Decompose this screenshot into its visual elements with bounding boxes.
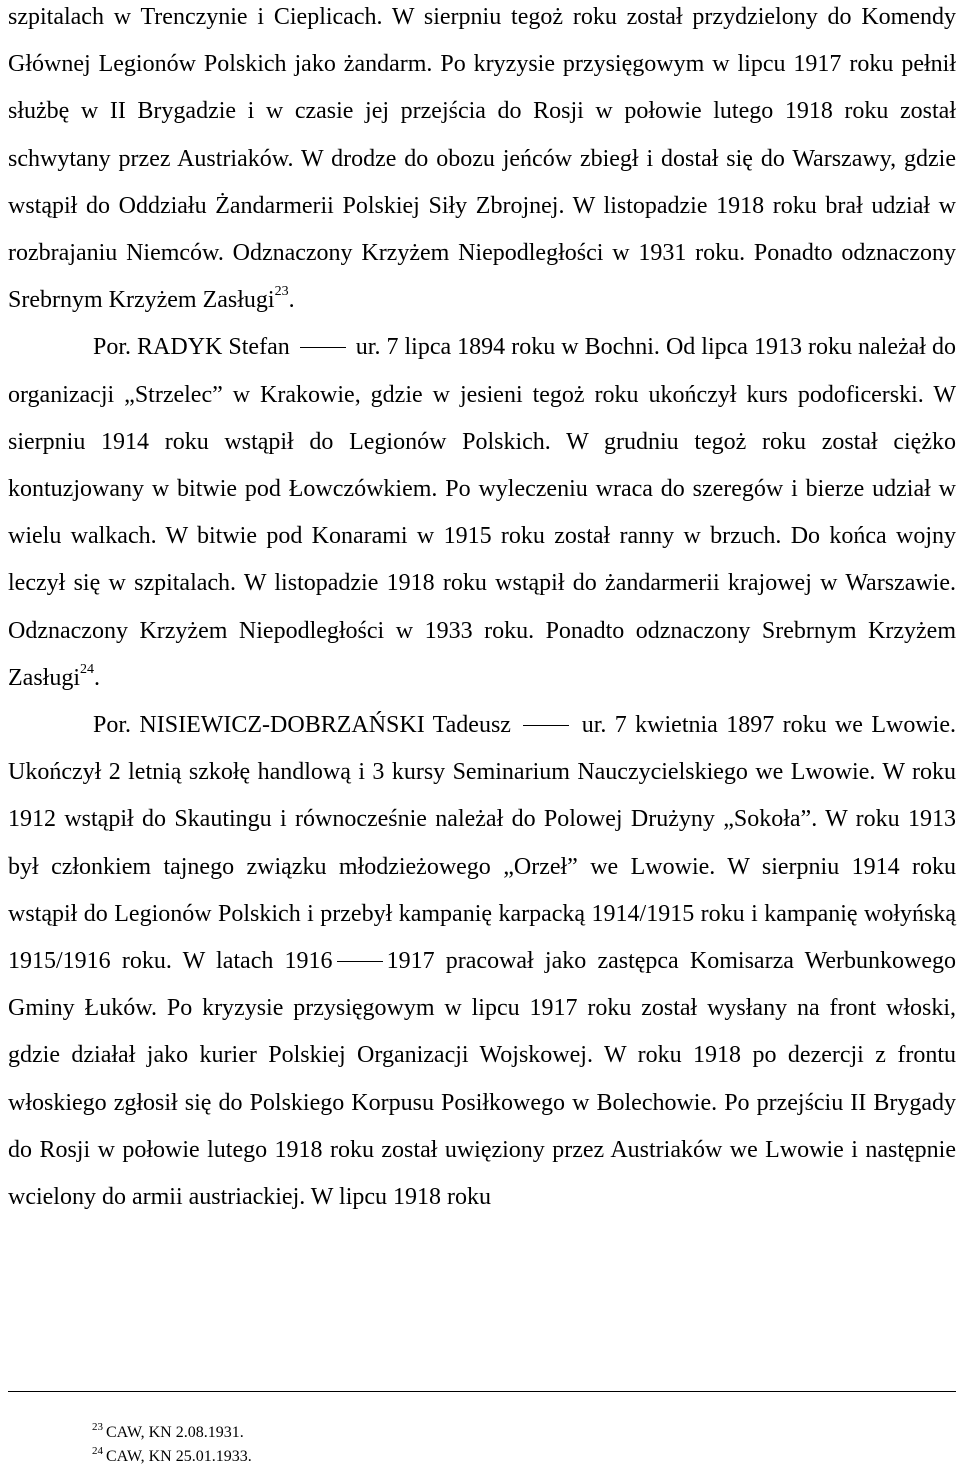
paragraph: [8, 324, 956, 702]
footnote-separator: [8, 1391, 956, 1392]
text-run: .: [94, 664, 100, 691]
em-dash: [523, 725, 569, 727]
footnote-number: 24: [92, 1445, 103, 1457]
text-run: ur. 7 lipca 1894 roku w Bochni. Od lipca 1913 roku należał do organizacji „Strzelec” w Krakowie, gdzie w jesieni tegoż roku ukończył kurs podoficerski. W sierpniu 1914 roku wstąpił do Legionów Polskich. W grudniu tegoż roku został ciężko kontuzjowany w bitwie pod Łowczówkiem. Po wyleczeniu wraca do szeregów i bierze udział w wielu walkach. W bitwie pod Konarami w 1915 roku został ranny w brzuch. Do końca wojny leczył się w szpitalach. W listopadzie 1918 roku wstąpił do żandarmerii krajowej w Warszawie. Odznaczony Krzyżem Niepodległości w 1933 roku. Ponadto odznaczony Srebrnym Krzyżem Zasługi: [8, 334, 956, 691]
footnote-reference: 24: [80, 661, 94, 677]
footnotes: [92, 1421, 252, 1469]
footnote-24: [92, 1445, 252, 1469]
footnote-23: [92, 1421, 252, 1445]
footnote-reference: 23: [274, 284, 289, 300]
em-dash: [300, 347, 346, 349]
text-run: Por. RADYK Stefan: [93, 334, 296, 361]
footnote-text: CAW, KN 2.08.1931.: [106, 1424, 244, 1441]
text-run: szpitalach w Trenczynie i Cieplicach. W sierpniu tegoż roku został przydzielony do Komendy Głównej Legionów Polskich jako żandarm. Po kryzysie przysięgowym w lipcu 1917 roku pełnił służbę w II Brygadzie i w czasie jej przejścia do Rosji w połowie lutego 1918 roku został schwytany przez Austriaków. W drodze do obozu jeńców zbiegł i dostał się do Warszawy, gdzie wstąpił do Oddziału Żandarmerii Polskiej Siły Zbrojnej. W listopadzie 1918 roku brał udział w rozbrajaniu Niemców. Odznaczony Krzyżem Niepodległości w 1931 roku. Ponadto odznaczony Srebrnym Krzyżem Zasługi: [8, 4, 956, 314]
text-run: ur. 7 kwietnia 1897 roku we Lwowie. Ukończył 2 letnią szkołę handlową i 3 kursy Seminarium Nauczycielskiego we Lwowie. W roku 1912 wstąpił do Skautingu i równocześnie należał do Polowej Drużyny „Sokoła”. W roku 1913 był członkiem tajnego związku młodzieżowego „Orzeł” we Lwowie. W sierpniu 1914 roku wstąpił do Legionów Polskich i przebył kampanię karpacką 1914/1915 roku i kampanię wołyńską 1915/1916 roku. W latach 1916: [8, 712, 956, 975]
paragraph: [8, 0, 956, 324]
text-run: .: [288, 287, 295, 314]
paragraph: [8, 702, 956, 1221]
text-run: Por. NISIEWICZ-DOBRZAŃSKI Tadeusz: [93, 712, 520, 739]
footnote-number: 23: [92, 1421, 103, 1433]
body-text: [8, 0, 956, 1221]
em-dash: [337, 961, 383, 963]
footnote-text: CAW, KN 25.01.1933.: [106, 1448, 252, 1465]
text-run: 1917 pracował jako zastępca Komisarza Werbunkowego Gminy Łuków. Po kryzysie przysięgowym w lipcu 1917 roku został wysłany na front włoski, gdzie działał jako kurier Polskiej Organizacji Wojskowej. W roku 1918 po dezercji z frontu włoskiego zgłosił się do Polskiego Korpusu Posiłkowego w Bolechowie. Po przejściu II Brygady do Rosji w połowie lutego 1918 roku został uwięziony przez Austriaków we Lwowie i następnie wcielony do armii austriackiej. W lipcu 1918 roku: [8, 948, 956, 1211]
